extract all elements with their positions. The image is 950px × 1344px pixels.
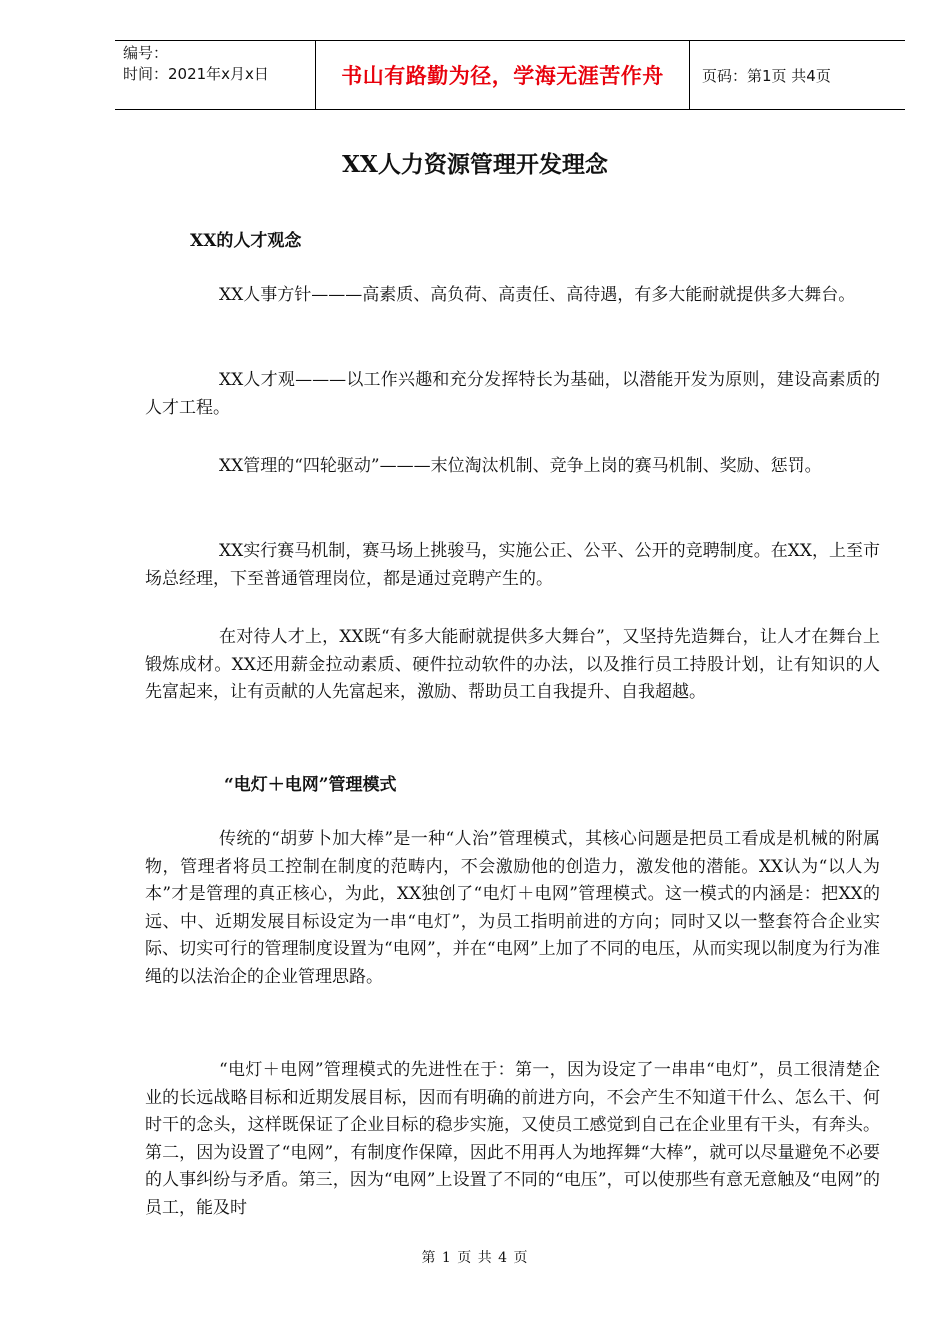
header-number-label: 编号： [123, 44, 169, 62]
header-meta [115, 41, 315, 109]
section-heading-talent: XX的人才观念 [190, 231, 302, 251]
page-footer: 第 1 页 共 4 页 [421, 1250, 529, 1266]
document-header [115, 40, 905, 110]
header-time-label: 时间：2021年x月x日 [123, 65, 269, 83]
paragraph: 在对待人才上，XX既“有多大能耐就提供多大舞台”，又坚持先造舞台，让人才在舞台上锻炼成材。XX还用薪金拉动素质、硬件拉动软件的办法，以及推行员工持股计划，让有知识的人先富起来，让有贡献的人先富起来，激励、帮助员工自我提升、自我超越。 [145, 627, 880, 702]
document-title: XX人力资源管理开发理念 [342, 151, 608, 178]
paragraph: XX管理的“四轮驱动”———末位淘汰机制、竞争上岗的赛马机制、奖励、惩罚。 [219, 456, 822, 476]
paragraph: XX人事方针———高素质、高负荷、高责任、高待遇，有多大能耐就提供多大舞台。 [219, 285, 856, 305]
paragraph: “电灯＋电网”管理模式的先进性在于：第一，因为设定了一串串“电灯”，员工很清楚企业的长远战略目标和近期发展目标，因而有明确的前进方向，不会产生不知道干什么、怎么干、何时干的念头，这样既保证了企业目标的稳步实施，又使员工感觉到自己在企业里有干头，有奔头。第二，因为设置了“电网”，有制度作保障，因此不用再人为地挥舞“大棒”，就可以尽量避免不必要的人事纠纷与矛盾。第三，因为“电网”上设置了不同的“电压”，可以使那些有意无意触及“电网”的员工，能及时 [145, 1060, 880, 1218]
paragraph: 传统的“胡萝卜加大棒”是一种“人治”管理模式，其核心问题是把员工看成是机械的附属物，管理者将员工控制在制度的范畴内，不会激励他的创造力，激发他的潜能。XX认为“以人为本”才是管理的真正核心，为此，XX独创了“电灯＋电网”管理模式。这一模式的内涵是：把XX的远、中、近期发展目标设定为一串“电灯”，为员工指明前进的方向；同时又以一整套符合企业实际、切实可行的管理制度设置为“电网”，并在“电网”上加了不同的电压，从而实现以制度为行为准绳的以法治企的企业管理思路。 [145, 829, 880, 987]
paragraph: XX实行赛马机制，赛马场上挑骏马，实施公正、公平、公开的竞聘制度。在XX，上至市场总经理，下至普通管理岗位，都是通过竞聘产生的。 [145, 541, 880, 589]
header-motto: 书山有路勤为径，学海无涯苦作舟 [315, 41, 690, 109]
section-heading-lamp-grid: “电灯＋电网”管理模式 [224, 775, 397, 795]
paragraph: XX人才观———以工作兴趣和充分发挥特长为基础，以潜能开发为原则，建设高素质的人才工程。 [145, 370, 880, 418]
header-page-info: 页码：第1页 共4页 [702, 66, 831, 85]
